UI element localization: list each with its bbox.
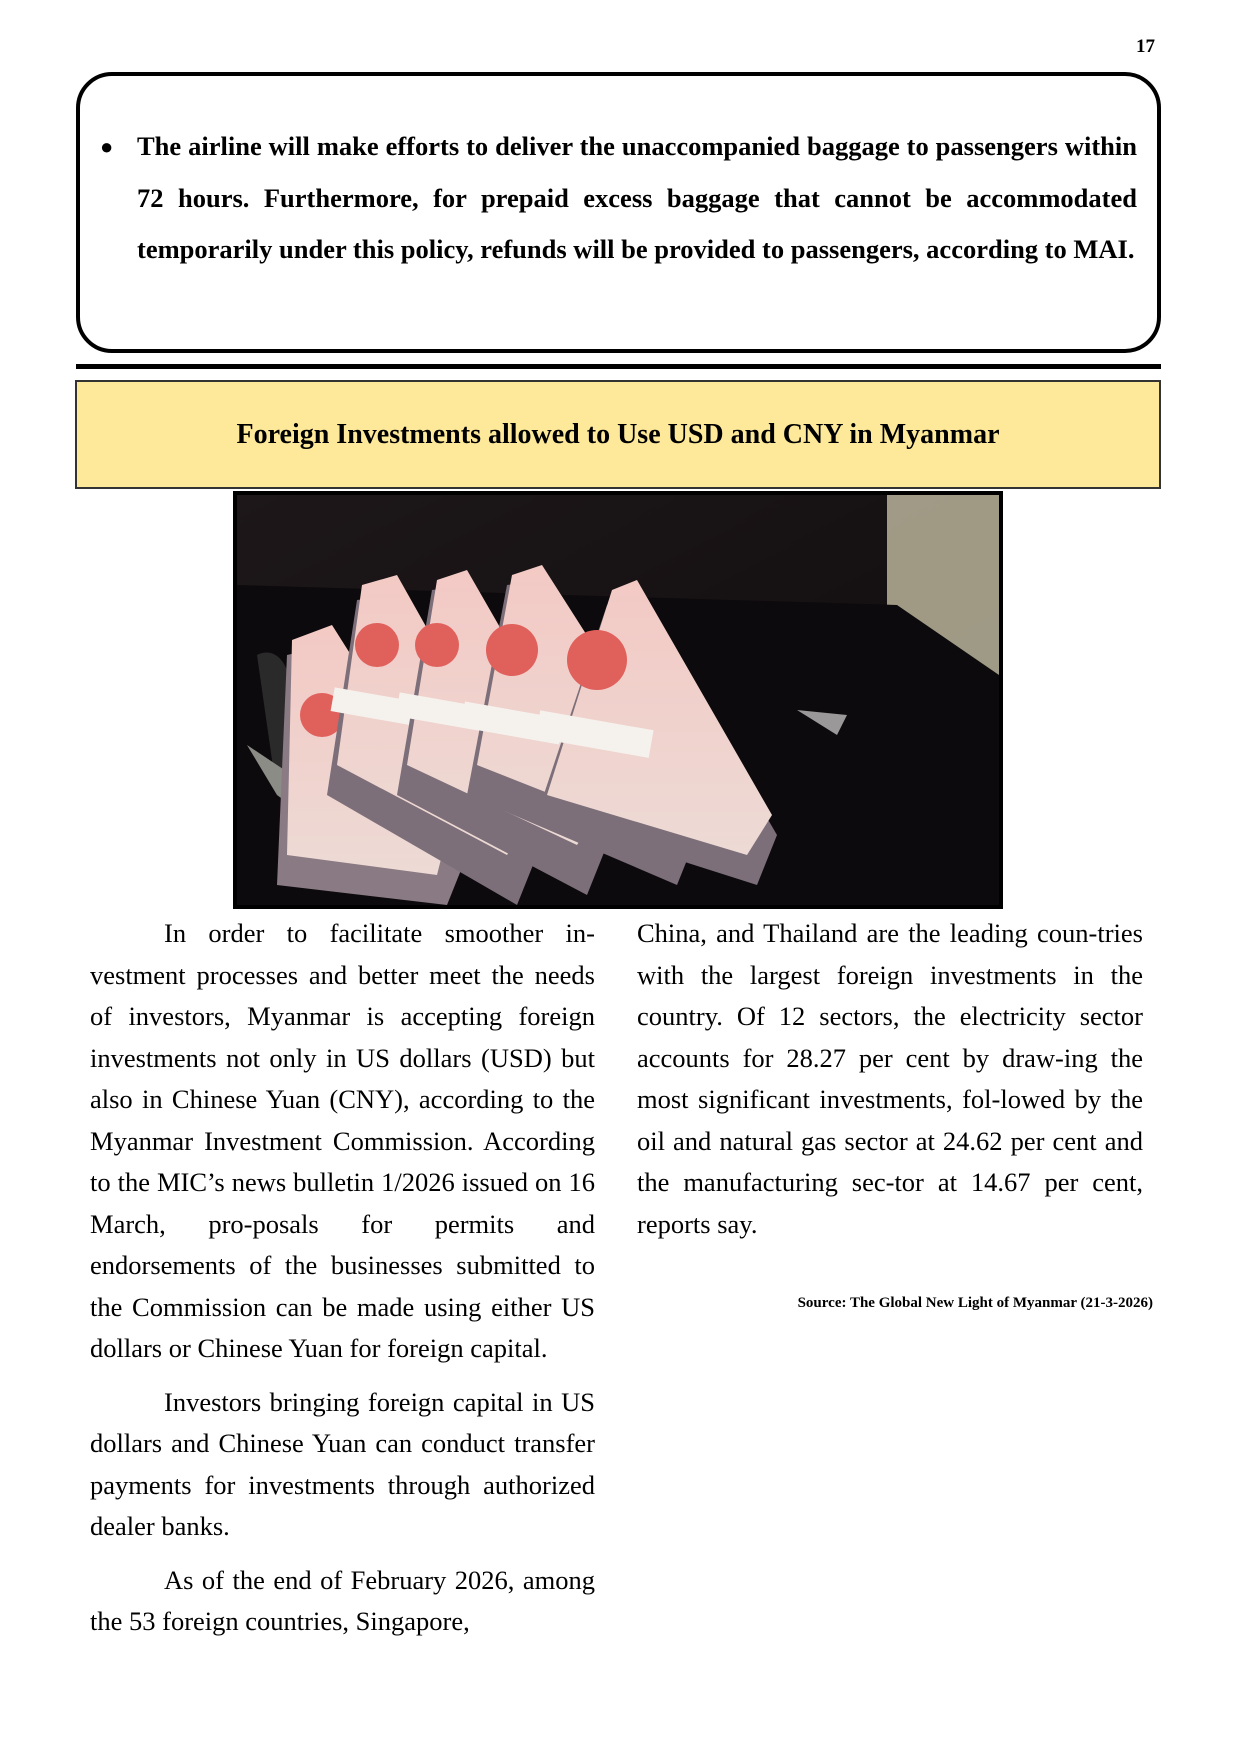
notice-box xyxy=(76,72,1161,353)
article-photo xyxy=(233,491,1003,909)
banknotes-photo-illustration xyxy=(237,495,999,905)
page-number: 17 xyxy=(1136,36,1155,57)
notice-list xyxy=(100,121,1137,276)
notice-text: The airline will make efforts to deliver the unaccompanied baggage to passengers within 72 hours. Furthermore, for prepaid excess baggage that cannot be accommodated temporarily under this policy, refunds will be provided to passengers, according to MAI. xyxy=(137,131,1137,264)
article-left-column xyxy=(90,913,595,1643)
article-title-banner xyxy=(75,380,1161,489)
section-divider xyxy=(76,364,1161,369)
article-right-column xyxy=(637,913,1143,1245)
article-paragraph: Investors bringing foreign capital in US dollars and Chinese Yuan can conduct transfer payments for investments through authorized dealer banks. xyxy=(90,1386,595,1541)
article-paragraph: As of the end of February 2026, among the 53 foreign countries, Singapore, xyxy=(90,1564,595,1636)
article-paragraph: China, and Thailand are the leading coun-tries with the largest foreign investments in the country. Of 12 sectors, the electricity sector accounts for 28.27 per cent by draw-ing the most significant investments, fol-lowed by the oil and natural gas sector at 24.62 per cent and the manufacturing sec-tor at 14.67 per cent, reports say. xyxy=(637,918,1143,1239)
article-title: Foreign Investments allowed to Use USD and CNY in Myanmar xyxy=(236,418,1000,450)
notice-item xyxy=(100,121,1137,276)
source-citation: Source: The Global New Light of Myanmar (21-3-2026) xyxy=(797,1295,1153,1311)
bullet-icon: ● xyxy=(100,134,114,159)
article-paragraph: In order to facilitate smoother in-vestment processes and better meet the needs of investors, Myanmar is accepting foreign investments not only in US dollars (USD) but also in Chinese Yuan (CNY), according to the Myanmar Investment Commission. According to the MIC’s news bulletin 1/2026 issued on 16 March, pro-posals for permits and endorsements of the businesses submitted to the Commission can be made using either US dollars or Chinese Yuan for foreign capital. xyxy=(90,918,595,1363)
